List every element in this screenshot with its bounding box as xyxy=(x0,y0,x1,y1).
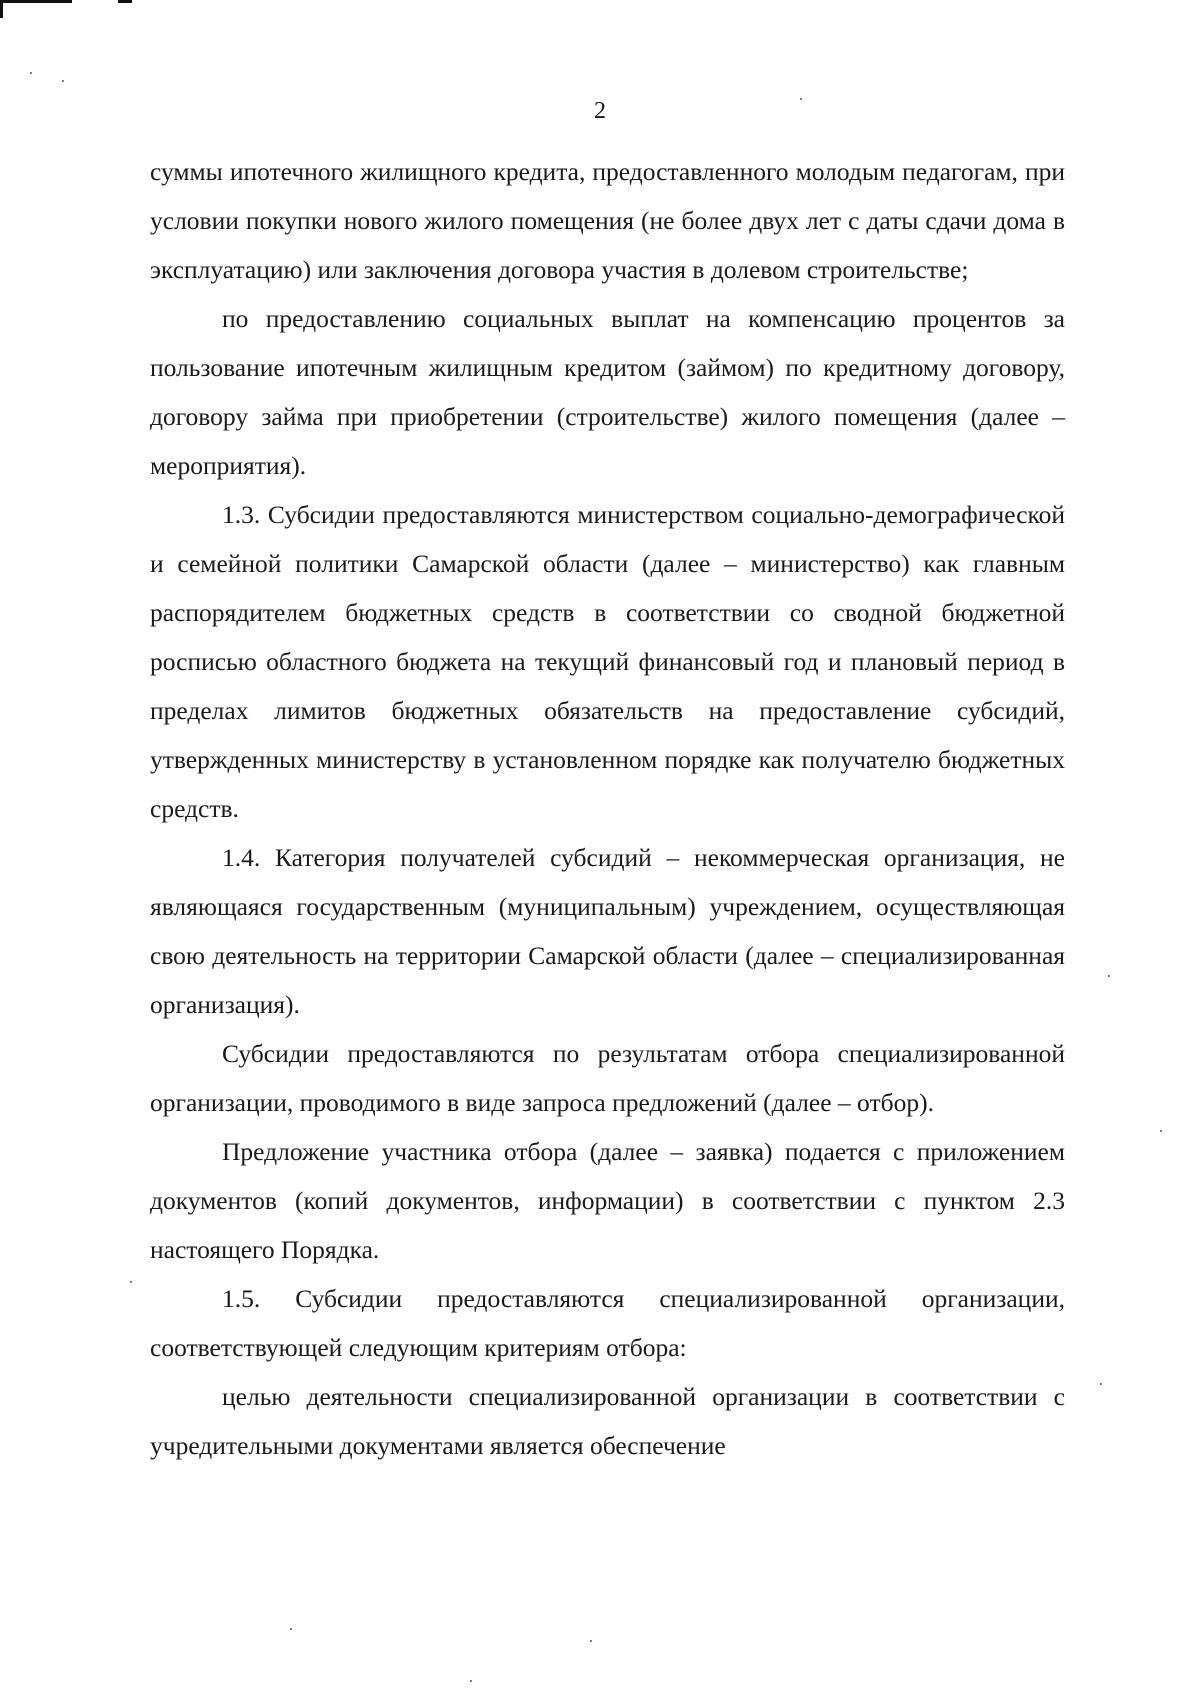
paragraph: Субсидии предоставляются по результатам отбора специализированной организации, проводимого в виде запроса предложений (далее – отбор). xyxy=(150,1039,1065,1117)
paragraph: по предоставлению социальных выплат на компенсацию процентов за пользование ипотечным жилищным кредитом (займом) по кредитному договору, договору займа при приобретении (строительстве) жилого помещения (далее – мероприятия). xyxy=(150,304,1065,480)
scan-speck xyxy=(290,1628,292,1630)
scan-speck xyxy=(590,1640,592,1642)
scan-speck xyxy=(130,1281,132,1283)
scan-speck xyxy=(1160,1130,1162,1132)
scan-speck xyxy=(1108,975,1110,977)
scan-edge-mark xyxy=(0,0,3,18)
paragraph: 1.4. Категория получателей субсидий – некоммерческая организация, не являющаяся государственным (муниципальным) учреждением, осуществляющая свою деятельность на территории Самарской области (далее – специализированная организация). xyxy=(150,843,1065,1019)
scan-speck xyxy=(470,1680,472,1682)
paragraph: Предложение участника отбора (далее – заявка) подается с приложением документов (копий документов, информации) в соответствии с пунктом 2.3 настоящего Порядка. xyxy=(150,1137,1065,1264)
paragraph: целью деятельности специализированной организации в соответствии с учредительными документами является обеспечение xyxy=(150,1382,1065,1460)
scan-speck xyxy=(800,98,802,100)
page-number: 2 xyxy=(594,98,606,124)
scan-speck xyxy=(62,80,64,82)
scan-speck xyxy=(1100,1383,1102,1385)
paragraph: суммы ипотечного жилищного кредита, предоставленного молодым педагогам, при условии покупки нового жилого помещения (не более двух лет с даты сдачи дома в эксплуатацию) или заключения договора участия в долевом строительстве; xyxy=(150,157,1065,284)
scan-edge-mark xyxy=(118,0,132,3)
scan-edge-mark xyxy=(0,0,72,3)
scan-speck xyxy=(30,72,32,74)
body-text xyxy=(150,147,1065,1470)
paragraph: 1.5. Субсидии предоставляются специализированной организации, соответствующей следующим критериям отбора: xyxy=(150,1284,1065,1362)
paragraph: 1.3. Субсидии предоставляются министерством социально-демографической и семейной политики Самарской области (далее – министерство) как главным распорядителем бюджетных средств в соответствии со сводной бюджетной росписью областного бюджета на текущий финансовый год и плановый период в пределах лимитов бюджетных обязательств на предоставление субсидий, утвержденных министерству в установленном порядке как получателю бюджетных средств. xyxy=(150,500,1065,823)
